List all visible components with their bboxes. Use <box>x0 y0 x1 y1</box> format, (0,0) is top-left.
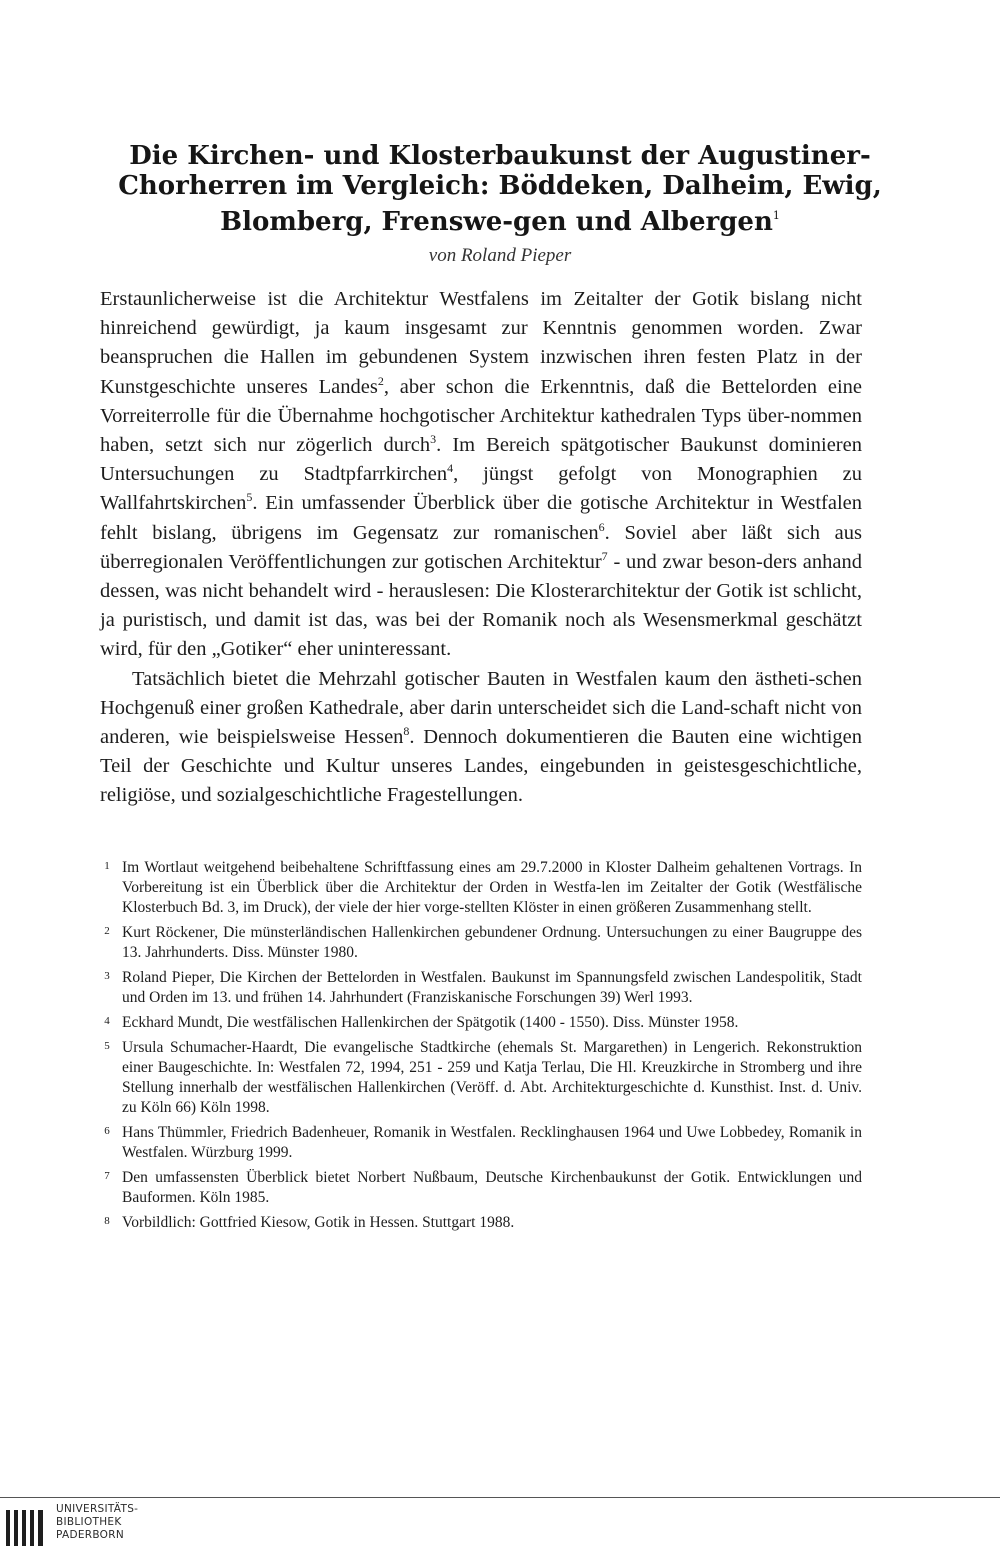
footnote <box>100 1013 862 1033</box>
footnote-text: Vorbildlich: Gottfried Kiesow, Gotik in Hessen. Stuttgart 1988. <box>122 1214 515 1231</box>
article-title-text: Die Kirchen- und Klosterbaukunst der Augustiner-Chorherren im Vergleich: Böddeken, Dalheim, Ewig, Blomberg, Frenswe-gen und Albergen <box>118 141 882 237</box>
paragraph <box>100 665 862 811</box>
logo-line-3: PADERBORN <box>56 1529 124 1541</box>
paragraph-text: - und zwar beson-ders anhand dessen, was nicht behandelt wird - herauslesen: Die Klosterarchitektur der Gotik ist schlicht, ja puristisch, und damit ist das, was bei der Romanik noch als Wesensmerkmal geschätzt wird, für den „Gotiker“ eher uninteressant. <box>100 550 862 661</box>
footnote-text: Den umfassensten Überblick bietet Norbert Nußbaum, Deutsche Kirchenbaukunst der Gotik. Entwicklungen und Bauformen. Köln 1985. <box>122 1169 862 1206</box>
footnote-number: 5 <box>104 1040 110 1052</box>
paragraph-text: Erstaunlicherweise ist die Architektur Westfalens im Zeitalter der Gotik bislang nicht hinreichend gewürdigt, ja kaum insgesamt zur Kenntnis genommen worden. Zwar beanspruchen die Hallen im gebundenen System inzwischen ihren festen Platz in der Kunstgeschichte unseres Landes <box>100 288 862 398</box>
footnote-text: Roland Pieper, Die Kirchen der Bettelorden in Westfalen. Baukunst im Spannungsfeld zwischen Landespolitik, Stadt und Orden im 13. und frühen 14. Jahrhundert (Franziskanische Forschungen 39) Werl 1993. <box>122 969 862 1006</box>
footnote <box>100 968 862 1008</box>
footnote-number: 4 <box>104 1015 110 1027</box>
body-text <box>100 285 862 811</box>
footnote-ref[interactable]: 5 <box>246 490 253 505</box>
article-title <box>105 141 895 237</box>
footnote-number: 3 <box>104 970 110 982</box>
footnote-text: Eckhard Mundt, Die westfälischen Hallenkirchen der Spätgotik (1400 - 1550). Diss. Münster 1958. <box>122 1014 739 1031</box>
author-line: von Roland Pieper <box>428 245 572 266</box>
footnote-text: Hans Thümmler, Friedrich Badenheuer, Romanik in Westfalen. Recklinghausen 1964 und Uwe Lobbedey, Romanik in Westfalen. Würzburg 1999. <box>122 1124 862 1161</box>
footnote <box>100 1123 862 1163</box>
footnote-text: Ursula Schumacher-Haardt, Die evangelische Stadtkirche (ehemals St. Margarethen) in Lengerich. Rekonstruktion einer Baugeschichte. In: Westfalen 72, 1994, 251 - 259 und Katja Terlau, Die Hl. Kreuzkirche in Stromberg und ihre Stellung innerhalb der westfälischen Hallenkirchen (Veröff. d. Abt. Architekturgeschichte d. Kunsthist. Inst. d. Univ. zu Köln 66) Köln 1998. <box>122 1039 862 1116</box>
logo-line-2: BIBLIOTHEK <box>56 1516 122 1528</box>
title-footnote-ref[interactable]: 1 <box>772 209 780 222</box>
paragraph-text: . Ein umfassender Überblick über die gotische Architektur in Westfalen fehlt bislang, übrigens im Gegensatz zur romanischen <box>100 492 862 544</box>
footer-divider <box>0 1497 1000 1498</box>
paragraph <box>100 285 862 665</box>
footnote <box>100 1213 862 1233</box>
footnote-number: 8 <box>104 1215 110 1227</box>
footnote-text: Kurt Röckener, Die münsterländischen Hallenkirchen gebundener Ordnung. Untersuchungen zu einer Baugruppe des 13. Jahrhunderts. Diss. Münster 1980. <box>122 924 862 961</box>
footnote-ref[interactable]: 8 <box>403 724 410 739</box>
paragraph-text: . Im Bereich spätgotischer Baukunst dominieren Untersuchungen zu Stadtpfarrkirchen <box>100 434 862 486</box>
logo-text <box>56 1503 138 1542</box>
footnote-ref[interactable]: 4 <box>447 461 454 476</box>
footnote-ref[interactable]: 3 <box>430 432 437 447</box>
library-logo <box>4 1502 184 1548</box>
paragraph-text: . Soviel aber läßt sich aus überregionalen Veröffentlichungen zur gotischen Architektur <box>100 521 862 573</box>
paragraph-text: , jüngst gefolgt von Monographien zu Wallfahrtskirchen <box>100 463 863 515</box>
footnote-number: 1 <box>104 860 110 872</box>
paragraph-text: Tatsächlich bietet die Mehrzahl gotischer Bauten in Westfalen kaum den ästheti-schen Hochgenuß einer großen Kathedrale, aber darin unterscheidet sich die Land-schaft nicht von anderen, wie beispielsweise Hessen <box>100 667 862 749</box>
footnote <box>100 1038 862 1118</box>
footnote-ref[interactable]: 2 <box>377 373 384 388</box>
paragraph-text: , aber schon die Erkenntnis, daß die Bettelorden eine Vorreiterrolle für die Übernahme hochgotischer Architektur kathedralen Typs über-nommen haben, setzt sich nur zögerlich durch <box>100 375 862 457</box>
logo-line-1: UNIVERSITÄTS- <box>56 1503 139 1515</box>
footnote <box>100 923 862 963</box>
footnote-ref[interactable]: 6 <box>598 519 605 534</box>
footnotes <box>100 858 862 1238</box>
footnote-ref[interactable]: 7 <box>601 548 608 563</box>
footnote-text: Im Wortlaut weitgehend beibehaltene Schriftfassung eines am 29.7.2000 in Kloster Dalheim gehaltenen Vortrags. In Vorbereitung ist ein Überblick über die Architektur der Orden in Westfa-len im Zeitalter der Gotik (Westfälische Klosterbuch Bd. 3, im Druck), der viele der hier vorge-stellten Klöster in einen größeren Zusammenhang stellt. <box>122 859 862 916</box>
paragraph-text: . Dennoch dokumentieren die Bauten eine wichtigen Teil der Geschichte und Kultur unseres Landes, eingebunden in geistesgeschichtliche, religiöse, und sozialgeschichtliche Fragestellungen. <box>100 726 862 807</box>
footnote-number: 2 <box>104 925 110 937</box>
footnote <box>100 858 862 918</box>
footnote-number: 7 <box>104 1170 110 1182</box>
footnote <box>100 1168 862 1208</box>
footnote-number: 6 <box>104 1125 110 1137</box>
